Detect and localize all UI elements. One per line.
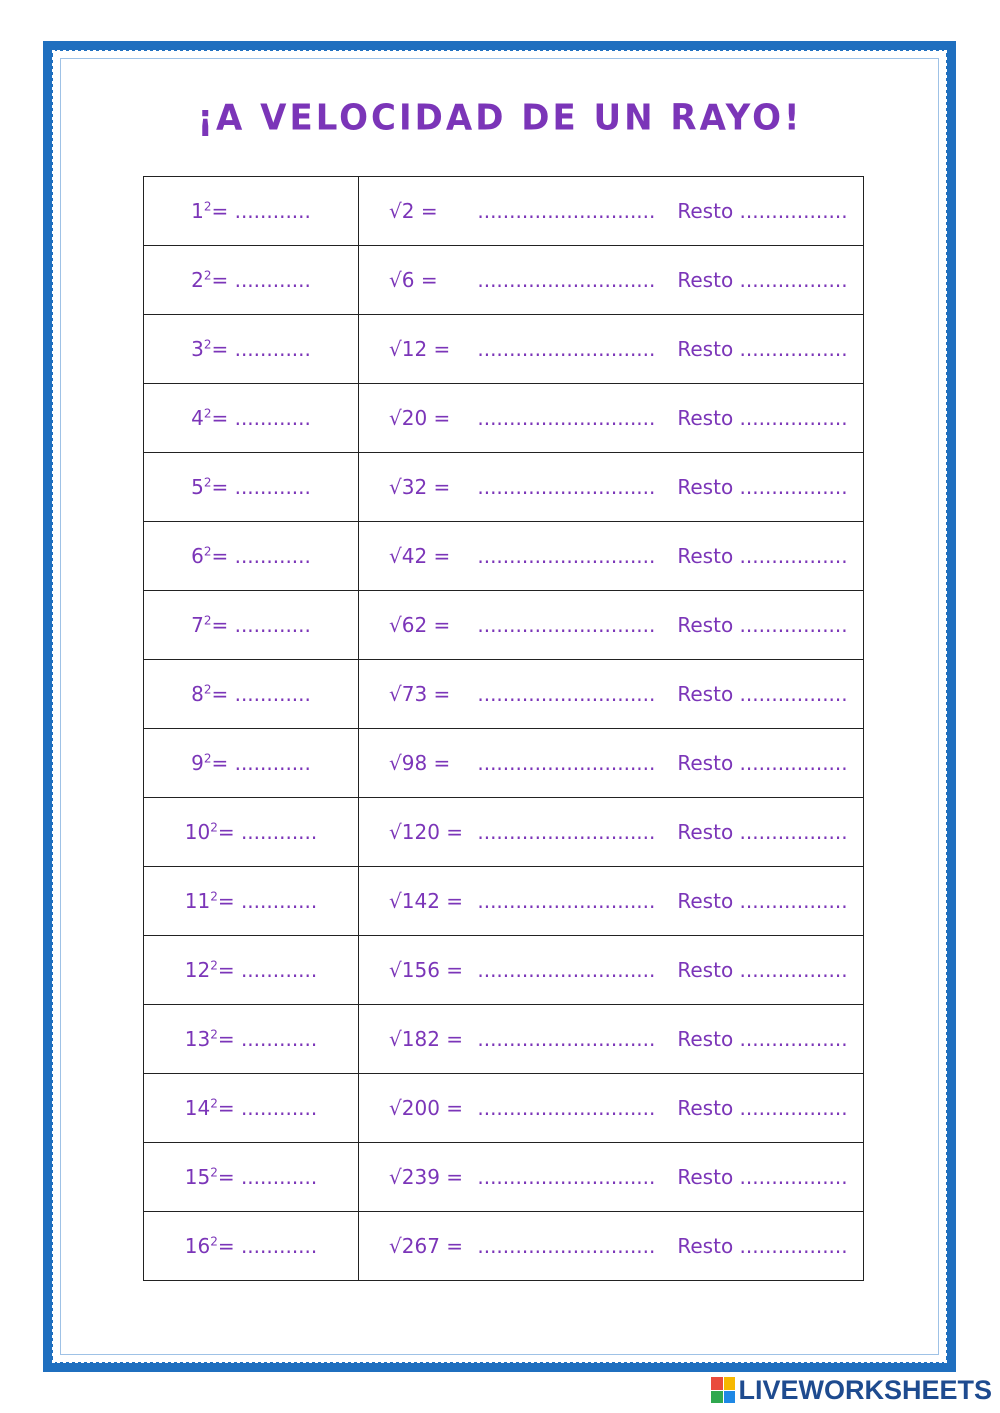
resto-answer-blank[interactable]: ................. — [739, 889, 848, 913]
root-cell — [359, 798, 864, 867]
square-answer-blank[interactable]: ............ — [234, 268, 311, 292]
resto-label: Resto — [677, 475, 734, 499]
root-answer-blank[interactable]: ............................ — [477, 1234, 656, 1258]
resto-label: Resto — [677, 337, 734, 361]
root-cell — [359, 1212, 864, 1281]
square-answer-blank[interactable]: ............ — [234, 406, 311, 430]
square-answer-blank[interactable]: ............ — [234, 751, 311, 775]
base-number: 8 — [191, 682, 204, 706]
resto-answer-blank[interactable]: ................. — [739, 544, 848, 568]
equals-sign: = — [211, 268, 235, 292]
square-answer-blank[interactable]: ............ — [240, 1096, 318, 1120]
table-row — [144, 384, 864, 453]
resto-answer-blank[interactable]: ................. — [739, 268, 848, 292]
exponent: 2 — [210, 1027, 218, 1042]
root-expression: √6 = — [389, 268, 438, 292]
root-answer-blank[interactable]: ............................ — [477, 406, 656, 430]
root-cell — [359, 384, 864, 453]
resto-label: Resto — [677, 682, 734, 706]
resto-answer-blank[interactable]: ................. — [739, 1027, 848, 1051]
square-answer-blank[interactable]: ............ — [240, 889, 318, 913]
root-expression: √42 = — [389, 544, 451, 568]
table-row — [144, 1005, 864, 1074]
root-cell — [359, 315, 864, 384]
exponent: 2 — [210, 820, 218, 835]
root-cell — [359, 1005, 864, 1074]
resto-answer-blank[interactable]: ................. — [739, 682, 848, 706]
table-row — [144, 1143, 864, 1212]
root-cell — [359, 246, 864, 315]
resto-label: Resto — [677, 613, 734, 637]
square-cell — [144, 177, 359, 246]
square-cell — [144, 729, 359, 798]
base-number: 12 — [184, 958, 211, 982]
root-answer-blank[interactable]: ............................ — [477, 199, 656, 223]
exponent: 2 — [203, 199, 212, 214]
base-number: 4 — [191, 406, 204, 430]
root-cell — [359, 660, 864, 729]
root-cell — [359, 729, 864, 798]
equals-sign: = — [217, 1027, 241, 1051]
root-expression: √267 = — [389, 1234, 464, 1258]
table-row — [144, 522, 864, 591]
square-answer-blank[interactable]: ............ — [240, 820, 318, 844]
root-expression: √239 = — [389, 1165, 464, 1189]
exercise-table — [143, 176, 864, 1281]
resto-answer-blank[interactable]: ................. — [739, 475, 848, 499]
table-row — [144, 798, 864, 867]
base-number: 1 — [191, 199, 204, 223]
equals-sign: = — [211, 544, 235, 568]
exponent: 2 — [210, 1234, 218, 1249]
square-answer-blank[interactable]: ............ — [234, 544, 311, 568]
square-cell — [144, 384, 359, 453]
root-expression: √156 = — [389, 958, 464, 982]
square-cell — [144, 591, 359, 660]
resto-label: Resto — [677, 889, 734, 913]
exponent: 2 — [203, 475, 212, 490]
resto-answer-blank[interactable]: ................. — [739, 406, 848, 430]
root-answer-blank[interactable]: ............................ — [477, 682, 656, 706]
resto-label: Resto — [677, 958, 734, 982]
square-cell — [144, 867, 359, 936]
resto-label: Resto — [677, 820, 734, 844]
root-expression: √73 = — [389, 682, 451, 706]
square-cell — [144, 1212, 359, 1281]
square-answer-blank[interactable]: ............ — [234, 682, 311, 706]
root-answer-blank[interactable]: ............................ — [477, 613, 656, 637]
exponent: 2 — [203, 613, 212, 628]
exponent: 2 — [203, 406, 212, 421]
table-row — [144, 315, 864, 384]
resto-label: Resto — [677, 1165, 734, 1189]
root-expression: √20 = — [389, 406, 451, 430]
resto-answer-blank[interactable]: ................. — [739, 337, 848, 361]
root-answer-blank[interactable]: ............................ — [477, 820, 656, 844]
table-row — [144, 936, 864, 1005]
square-cell — [144, 1074, 359, 1143]
root-answer-blank[interactable]: ............................ — [477, 544, 656, 568]
resto-label: Resto — [677, 406, 734, 430]
equals-sign: = — [211, 199, 235, 223]
root-answer-blank[interactable]: ............................ — [477, 337, 656, 361]
resto-answer-blank[interactable]: ................. — [739, 751, 848, 775]
base-number: 11 — [184, 889, 211, 913]
resto-answer-blank[interactable]: ................. — [739, 1096, 848, 1120]
square-answer-blank[interactable]: ............ — [240, 958, 318, 982]
base-number: 7 — [191, 613, 204, 637]
square-answer-blank[interactable]: ............ — [234, 613, 311, 637]
base-number: 15 — [184, 1165, 211, 1189]
base-number: 2 — [191, 268, 204, 292]
root-cell — [359, 522, 864, 591]
root-cell — [359, 591, 864, 660]
resto-label: Resto — [677, 1027, 734, 1051]
table-row — [144, 1074, 864, 1143]
base-number: 6 — [191, 544, 204, 568]
root-cell — [359, 867, 864, 936]
root-expression: √2 = — [389, 199, 438, 223]
table-row — [144, 453, 864, 522]
root-cell — [359, 1143, 864, 1212]
exponent: 2 — [210, 889, 218, 904]
resto-label: Resto — [677, 544, 734, 568]
table-row — [144, 1212, 864, 1281]
square-cell — [144, 798, 359, 867]
root-answer-blank[interactable]: ............................ — [477, 268, 656, 292]
resto-answer-blank[interactable]: ................. — [739, 613, 848, 637]
equals-sign: = — [211, 337, 235, 361]
square-answer-blank[interactable]: ............ — [234, 337, 311, 361]
resto-answer-blank[interactable]: ................. — [739, 1165, 848, 1189]
root-expression: √62 = — [389, 613, 451, 637]
resto-label: Resto — [677, 1234, 734, 1258]
table-row — [144, 246, 864, 315]
exponent: 2 — [203, 268, 212, 283]
base-number: 5 — [191, 475, 204, 499]
root-expression: √182 = — [389, 1027, 464, 1051]
resto-label: Resto — [677, 751, 734, 775]
square-cell — [144, 1143, 359, 1212]
square-answer-blank[interactable]: ............ — [234, 475, 311, 499]
equals-sign: = — [211, 682, 235, 706]
root-answer-blank[interactable]: ............................ — [477, 1096, 656, 1120]
exponent: 2 — [210, 1165, 218, 1180]
equals-sign: = — [217, 958, 241, 982]
equals-sign: = — [217, 1096, 241, 1120]
root-expression: √98 = — [389, 751, 451, 775]
root-expression: √12 = — [389, 337, 451, 361]
logo-text: LIVEWORKSHEETS — [738, 1374, 992, 1405]
square-cell — [144, 453, 359, 522]
table-row — [144, 591, 864, 660]
equals-sign: = — [211, 613, 235, 637]
exponent: 2 — [203, 337, 212, 352]
root-answer-blank[interactable]: ............................ — [477, 958, 656, 982]
root-answer-blank[interactable]: ............................ — [477, 751, 656, 775]
square-answer-blank[interactable]: ............ — [240, 1234, 318, 1258]
table-row — [144, 867, 864, 936]
resto-answer-blank[interactable]: ................. — [739, 820, 848, 844]
root-expression: √200 = — [389, 1096, 464, 1120]
equals-sign: = — [211, 751, 235, 775]
base-number: 3 — [191, 337, 204, 361]
resto-answer-blank[interactable]: ................. — [739, 199, 848, 223]
resto-answer-blank[interactable]: ................. — [739, 958, 848, 982]
table-row — [144, 177, 864, 246]
equals-sign: = — [211, 475, 235, 499]
root-cell — [359, 453, 864, 522]
base-number: 10 — [184, 820, 211, 844]
exponent: 2 — [203, 751, 212, 766]
liveworksheets-logo — [711, 1373, 992, 1407]
table-row — [144, 660, 864, 729]
square-cell — [144, 1005, 359, 1074]
resto-label: Resto — [677, 268, 734, 292]
square-answer-blank[interactable]: ............ — [240, 1165, 318, 1189]
base-number: 14 — [184, 1096, 211, 1120]
page-title: ¡A VELOCIDAD DE UN RAYO! — [197, 97, 803, 139]
equals-sign: = — [217, 1165, 241, 1189]
root-answer-blank[interactable]: ............................ — [477, 1027, 656, 1051]
root-expression: √142 = — [389, 889, 464, 913]
equals-sign: = — [211, 406, 235, 430]
square-cell — [144, 660, 359, 729]
square-cell — [144, 246, 359, 315]
square-answer-blank[interactable]: ............ — [240, 1027, 318, 1051]
resto-label: Resto — [677, 199, 734, 223]
exponent: 2 — [203, 682, 212, 697]
resto-label: Resto — [677, 1096, 734, 1120]
table-row — [144, 729, 864, 798]
root-expression: √120 = — [389, 820, 464, 844]
root-answer-blank[interactable]: ............................ — [477, 475, 656, 499]
root-answer-blank[interactable]: ............................ — [477, 1165, 656, 1189]
root-cell — [359, 1074, 864, 1143]
root-answer-blank[interactable]: ............................ — [477, 889, 656, 913]
exponent: 2 — [210, 958, 218, 973]
square-answer-blank[interactable]: ............ — [234, 199, 311, 223]
base-number: 13 — [184, 1027, 211, 1051]
equals-sign: = — [217, 889, 241, 913]
root-cell — [359, 177, 864, 246]
square-cell — [144, 315, 359, 384]
root-expression: √32 = — [389, 475, 451, 499]
square-cell — [144, 936, 359, 1005]
square-cell — [144, 522, 359, 591]
equals-sign: = — [217, 820, 241, 844]
root-cell — [359, 936, 864, 1005]
exponent: 2 — [210, 1096, 218, 1111]
logo-badge-icon — [711, 1377, 735, 1403]
base-number: 16 — [184, 1234, 211, 1258]
equals-sign: = — [217, 1234, 241, 1258]
resto-answer-blank[interactable]: ................. — [739, 1234, 848, 1258]
exponent: 2 — [203, 544, 212, 559]
base-number: 9 — [191, 751, 204, 775]
